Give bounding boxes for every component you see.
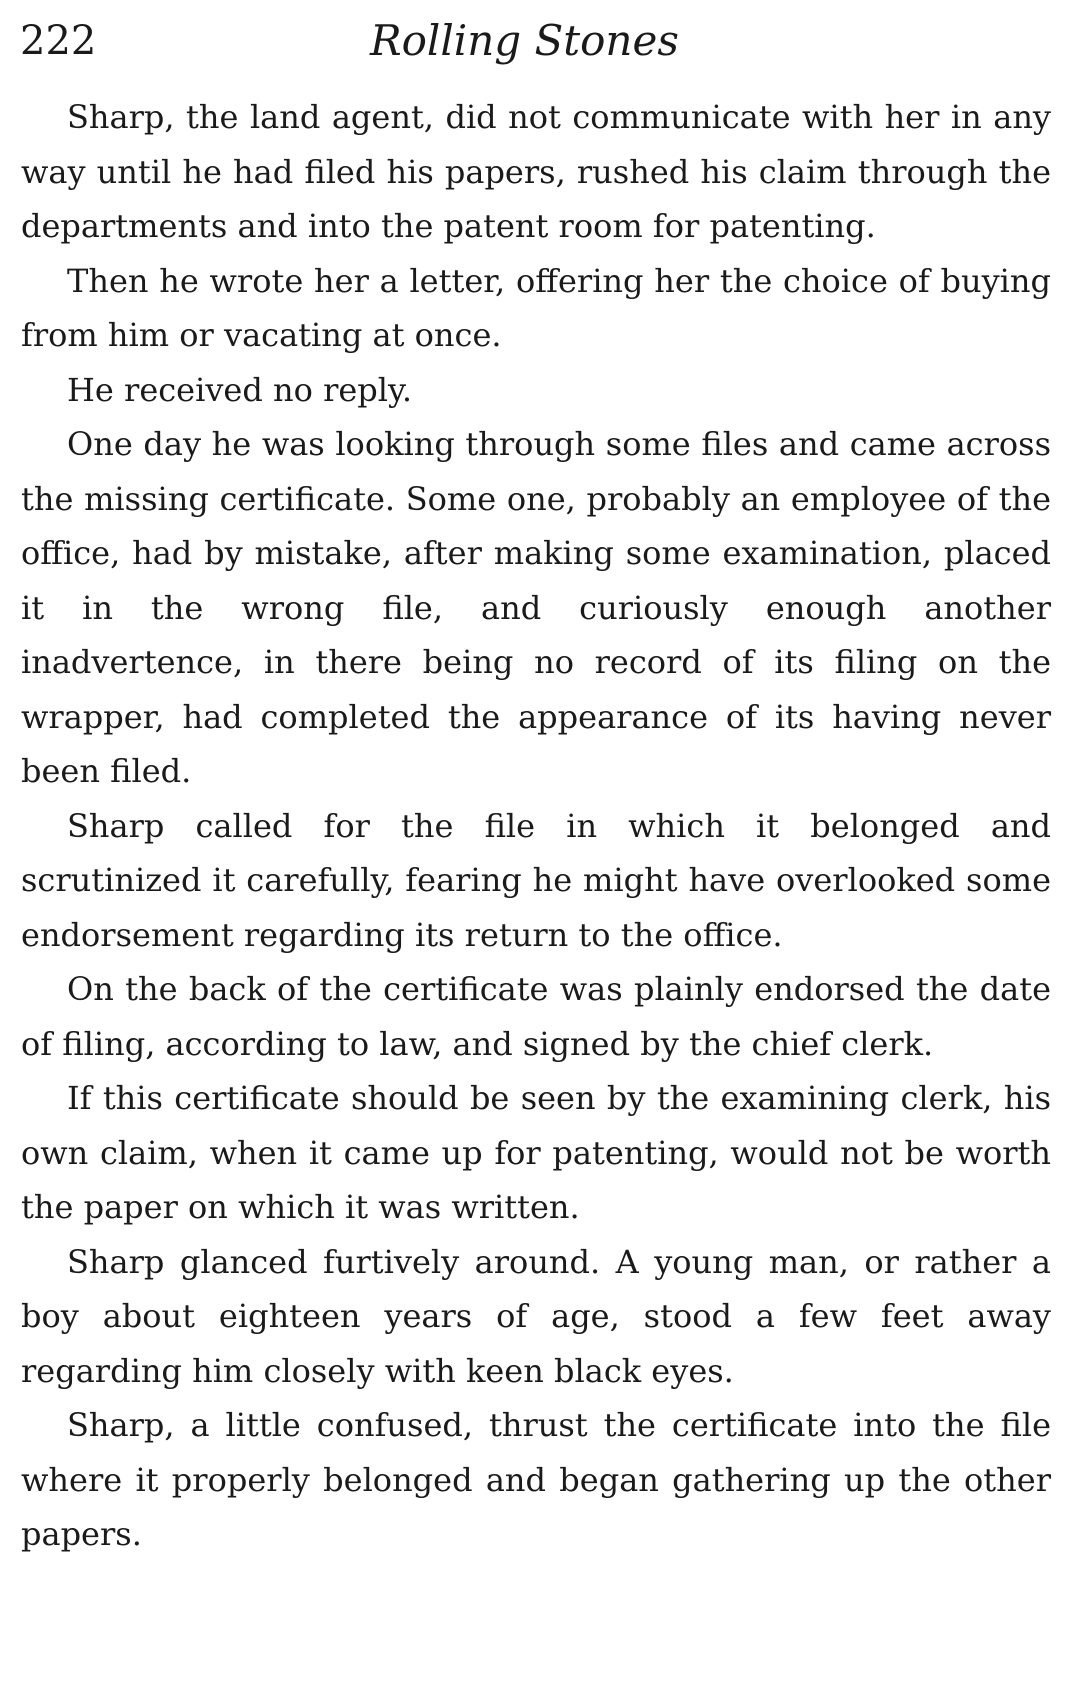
body-text [21,90,1051,1562]
paragraph-4: One day he was looking through some files and came across the missing certificate. Some one, probably an employee of the office, had by mistake, after making some examination, placed it in the wrong file, and curiously enough another inadvertence, in there being no record of its filing on the wrapper, had completed the appearance of its having never been filed. [21,425,1051,790]
paragraph-5: Sharp called for the file in which it belonged and scrutinized it carefully, fearing he might have overlooked some endorsement regarding its return to the office. [21,806,1051,954]
paragraph-3: He received no reply. [67,370,413,409]
paragraph-2: Then he wrote her a letter, offering her the choice of buying from him or vacating at once. [21,261,1051,354]
paragraph-1: Sharp, the land agent, did not communicate with her in any way until he had filed his papers, rushed his claim through the departments and into the patent room for patenting. [21,98,1051,245]
running-head [20,16,1060,66]
paragraph-9: Sharp, a little confused, thrust the certificate into the file where it properly belonged and began gathering up the other papers. [21,1406,1051,1553]
page-number: 222 [20,18,97,64]
paragraph-7: If this certificate should be seen by the examining clerk, his own claim, when it came up for patenting, would not be worth the paper on which it was written. [21,1079,1051,1226]
paragraph-6: On the back of the certificate was plainly endorsed the date of filing, according to law, and signed by the chief clerk. [21,970,1051,1063]
running-title: Rolling Stones [370,16,679,65]
paragraph-8: Sharp glanced furtively around. A young man, or rather a boy about eighteen years of age, stood a few feet away regarding him closely with keen black eyes. [21,1242,1051,1390]
